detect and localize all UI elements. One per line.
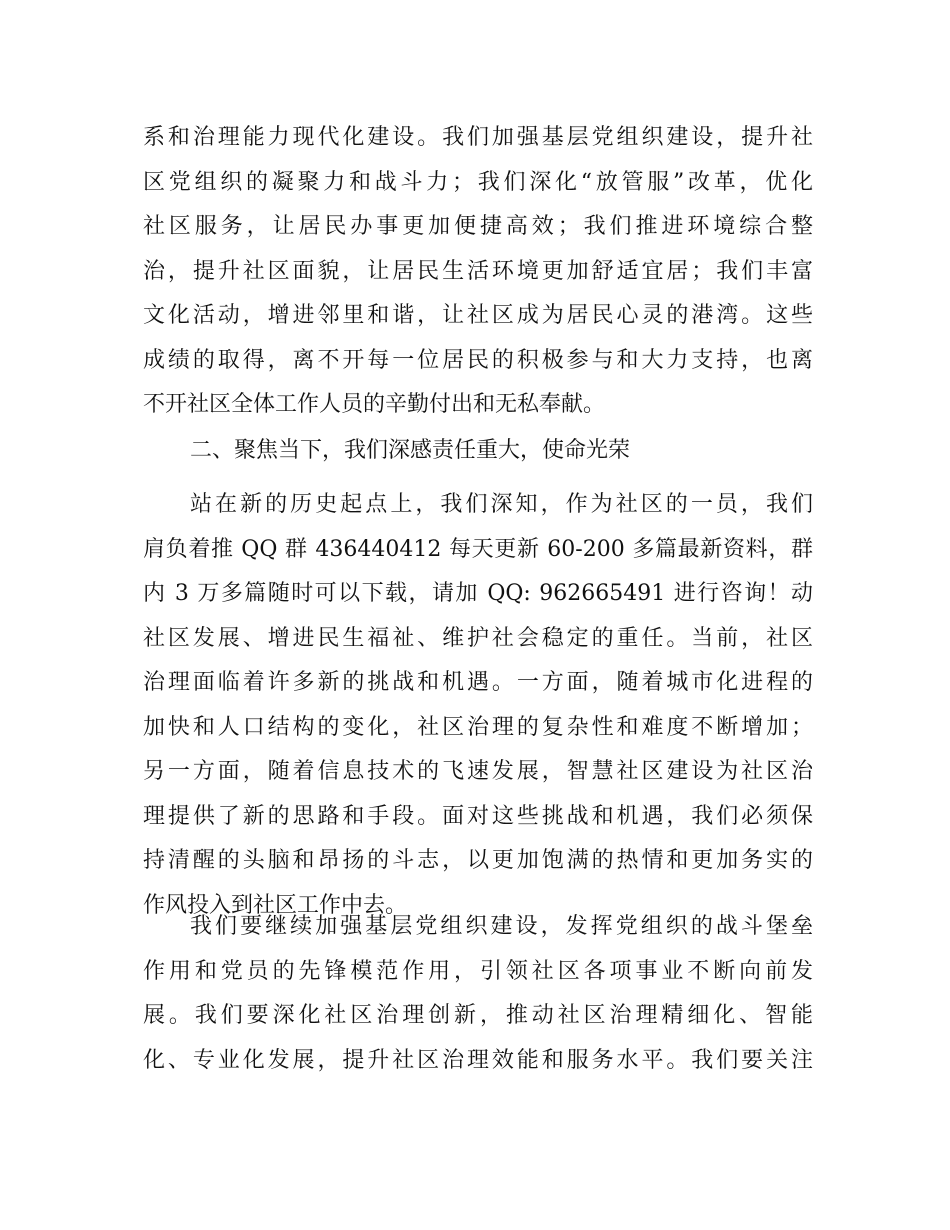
text-line: 文化活动，增进邻里和谐，让社区成为居民心灵的港湾。这些 [143,303,813,328]
text-line: 作风投入到社区工作中去。 [143,892,408,918]
section-heading [143,429,813,474]
text-line: 系和治理能力现代化建设。我们加强基层党组织建设，提升社 [143,125,813,150]
text-line: 持清醒的头脑和昂扬的斗志，以更加饱满的热情和更加务实的 [143,848,813,873]
text-line: 内 3 万多篇随时可以下载，请加 QQ: 962665491 进行咨询！动 [143,581,813,606]
text-line: 社区服务，让居民办事更加便捷高效；我们推进环境综合整 [143,214,813,239]
text-line: 站在新的历史起点上，我们深知，作为社区的一员，我们 [190,492,813,517]
text-line: 区党组织的凝聚力和战斗力；我们深化“放管服”改革，优化 [143,169,813,195]
paragraph-2 [143,483,813,928]
text-line: 社区发展、增进民生福祉、维护社会稳定的重任。当前，社区 [143,625,813,651]
text-line: 另一方面，随着信息技术的飞速发展，智慧社区建设为社区治 [143,759,813,784]
paragraph-1 [143,116,813,428]
heading-text: 二、聚焦当下，我们深感责任重大，使命光荣 [190,438,631,463]
text-line: 成绩的取得，离不开每一位居民的积极参与和大力支持，也离 [143,347,813,373]
text-line: 我们要继续加强基层党组织建设，发挥党组织的战斗堡垒 [190,914,813,939]
text-line: 治理面临着许多新的挑战和机遇。一方面，随着城市化进程的 [143,670,813,695]
text-line: 作用和党员的先锋模范作用，引领社区各项事业不断向前发 [143,958,813,984]
paragraph-3 [143,905,813,1083]
text-line: 治，提升社区面貌，让居民生活环境更加舒适宜居；我们丰富 [143,258,813,284]
text-line: 肩负着推 QQ 群 436440412 每天更新 60-200 多篇最新资料，群 [143,536,813,562]
text-line: 理提供了新的思路和手段。面对这些挑战和机遇，我们必须保 [143,803,813,829]
text-line: 展。我们要深化社区治理创新，推动社区治理精细化、智能 [143,1003,813,1028]
text-line: 化、专业化发展，提升社区治理效能和服务水平。我们要关注 [143,1047,813,1073]
text-line: 不开社区全体工作人员的辛勤付出和无私奉献。 [143,392,606,417]
text-line: 加快和人口结构的变化，社区治理的复杂性和难度不断增加； [143,714,813,740]
